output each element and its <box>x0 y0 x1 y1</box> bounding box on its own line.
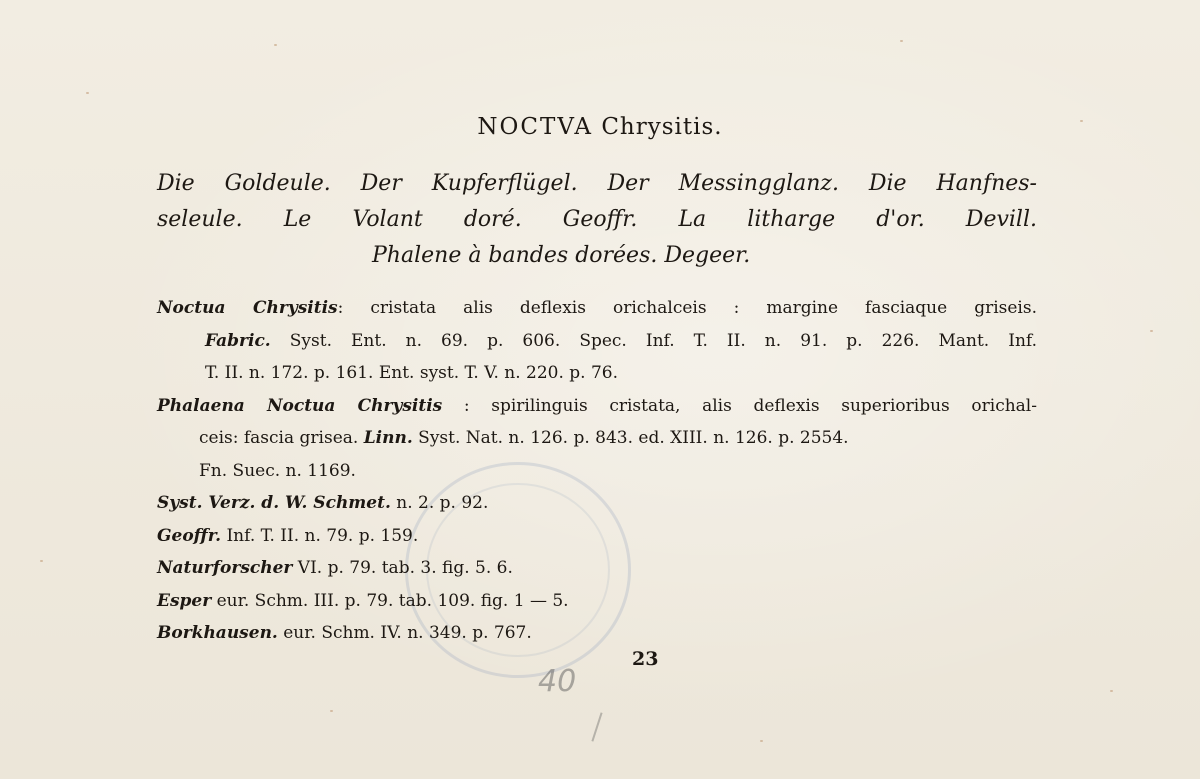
reference-text: VI. p. 79. tab. 3. fig. 5. 6. <box>292 558 513 578</box>
reference-line <box>157 520 1037 553</box>
reference-author: Syst. Verz. d. W. Schmet. <box>157 493 391 513</box>
reference-author: Phalaena Noctua Chrysitis <box>157 395 443 416</box>
title-genus: NOCTVA <box>477 114 593 140</box>
reference-text: eur. Schm. III. p. 79. tab. 109. fig. 1 — 5. <box>211 590 569 611</box>
title-species: Chrysitis. <box>601 114 723 140</box>
reference-text: : spirilinguis cristata, alis deflexis superioribus orichal- <box>442 395 1037 416</box>
reference-author: Borkhausen. <box>157 623 278 643</box>
paper-speck <box>86 92 89 94</box>
reference-text: n. 2. p. 92. <box>390 493 489 513</box>
reference-text: Fn. Suec. n. 1169. <box>199 460 356 481</box>
reference-author: Naturforscher <box>157 558 293 578</box>
synonyms-line-3: Phalene à bandes dorées. Degeer. <box>372 243 751 268</box>
pencil-mark <box>591 712 602 741</box>
reference-author: Linn. <box>363 428 413 448</box>
reference-line <box>157 617 1037 650</box>
reference-author: Fabric. <box>205 330 271 351</box>
paper-speck <box>900 40 903 42</box>
reference-line <box>157 487 1037 520</box>
paper-speck <box>40 560 43 562</box>
paper-speck <box>330 710 333 712</box>
reference-line <box>157 585 1037 618</box>
reference-text: Syst. Nat. n. 126. p. 843. ed. XIII. n. 126. p. 2554. <box>412 428 849 448</box>
reference-line <box>157 357 1037 390</box>
reference-text: Inf. T. II. n. 79. p. 159. <box>221 525 419 546</box>
reference-author: Noctua Chrysitis <box>157 298 338 318</box>
reference-text: T. II. n. 172. p. 161. Ent. syst. T. V. n. 220. p. 76. <box>205 363 619 383</box>
references-block <box>157 292 1037 650</box>
paper-speck <box>1150 330 1153 332</box>
reference-author: Geoffr. <box>157 525 222 546</box>
reference-text: eur. Schm. IV. n. 349. p. 767. <box>277 623 532 643</box>
reference-line <box>157 292 1037 325</box>
reference-text: Syst. Ent. n. 69. p. 606. Spec. Inf. T. II. n. 91. p. 226. Mant. Inf. <box>270 330 1037 351</box>
common-names-block <box>157 166 1037 274</box>
reference-line <box>157 325 1037 358</box>
reference-text: : cristata alis deflexis orichalceis : margine fasciaque griseis. <box>337 298 1037 318</box>
pencil-annotation: 40 <box>538 664 577 699</box>
synonyms-line-2: seleule. Le Volant doré. Geoffr. La litharge d'or. Devill. <box>157 207 1037 232</box>
reference-author: Esper <box>157 590 212 611</box>
page-title <box>0 114 1200 140</box>
paper-speck <box>1110 690 1113 692</box>
reference-line <box>157 390 1037 423</box>
paper-speck <box>760 740 763 742</box>
reference-line <box>157 455 1037 488</box>
reference-line <box>157 552 1037 585</box>
paper-speck <box>274 44 277 46</box>
reference-line <box>157 422 1037 455</box>
page-number: 23 <box>632 648 659 670</box>
reference-text: ceis: fascia grisea. <box>199 428 364 448</box>
synonyms-line-1: Die Goldeule. Der Kupferflügel. Der Messingglanz. Die Hanfnes- <box>157 171 1037 196</box>
